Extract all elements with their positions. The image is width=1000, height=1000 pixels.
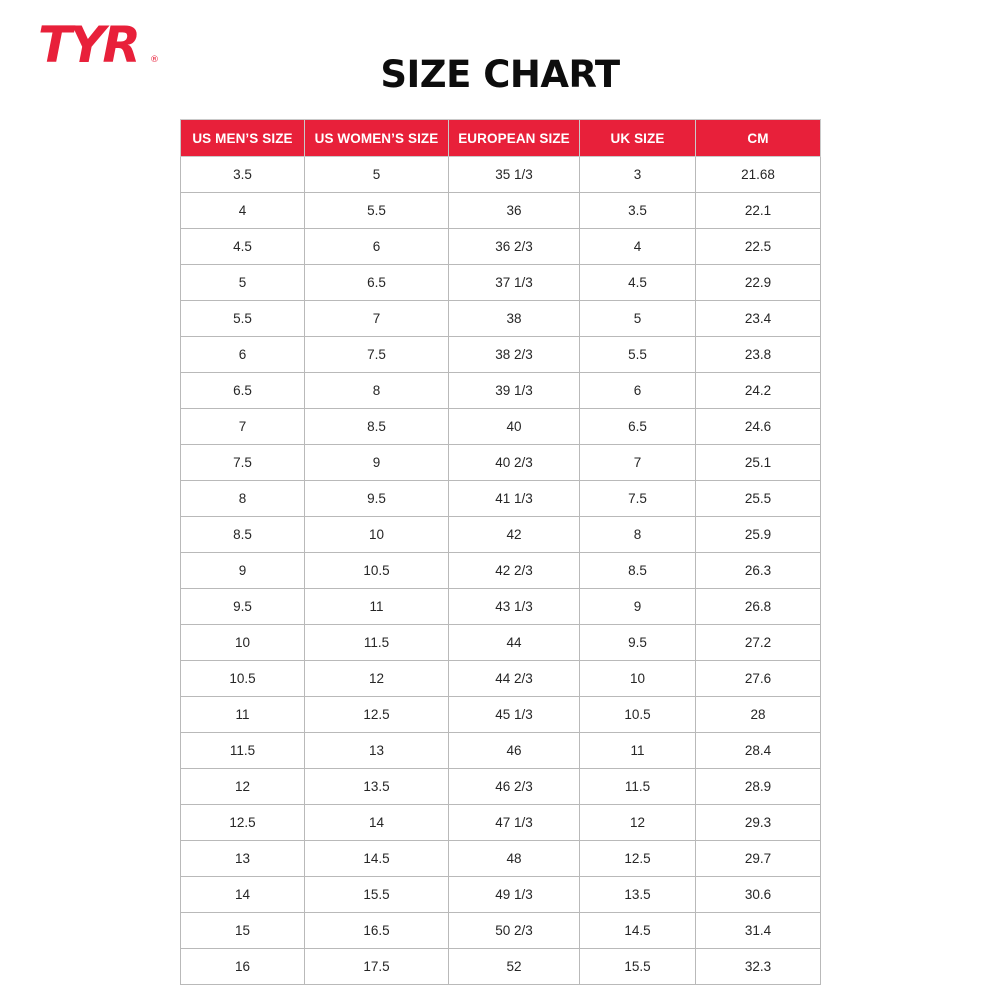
- european-size-cell: 46: [449, 733, 580, 769]
- uk-size-cell: 8: [580, 517, 696, 553]
- table-row: [181, 445, 821, 481]
- tyr-logo-text: TYR: [38, 16, 138, 68]
- us-mens-size-cell: 10: [181, 625, 305, 661]
- us-mens-size-cell: 3.5: [181, 157, 305, 193]
- uk-size-cell: 3: [580, 157, 696, 193]
- cm-cell: 29.3: [696, 805, 821, 841]
- us-womens-size-cell: 13.5: [305, 769, 449, 805]
- uk-size-cell: 4: [580, 229, 696, 265]
- uk-size-cell: 11: [580, 733, 696, 769]
- size-chart-table: [180, 119, 821, 985]
- european-size-cell: 36 2/3: [449, 229, 580, 265]
- us-mens-size-cell: 4.5: [181, 229, 305, 265]
- uk-size-cell: 12: [580, 805, 696, 841]
- us-mens-size-cell: 8.5: [181, 517, 305, 553]
- european-size-cell: 48: [449, 841, 580, 877]
- uk-size-header: UK SIZE: [580, 120, 696, 157]
- cm-cell: 28.4: [696, 733, 821, 769]
- european-size-cell: 47 1/3: [449, 805, 580, 841]
- european-size-cell: 45 1/3: [449, 697, 580, 733]
- us-womens-size-cell: 11: [305, 589, 449, 625]
- cm-cell: 25.9: [696, 517, 821, 553]
- cm-cell: 24.2: [696, 373, 821, 409]
- uk-size-cell: 6: [580, 373, 696, 409]
- european-size-cell: 44 2/3: [449, 661, 580, 697]
- uk-size-cell: 14.5: [580, 913, 696, 949]
- table-row: [181, 373, 821, 409]
- table-row: [181, 589, 821, 625]
- european-size-cell: 36: [449, 193, 580, 229]
- uk-size-cell: 9: [580, 589, 696, 625]
- us-mens-size-cell: 15: [181, 913, 305, 949]
- cm-cell: 23.8: [696, 337, 821, 373]
- us-mens-size-cell: 6: [181, 337, 305, 373]
- uk-size-cell: 10: [580, 661, 696, 697]
- european-size-header: EUROPEAN SIZE: [449, 120, 580, 157]
- us-mens-size-cell: 11.5: [181, 733, 305, 769]
- us-womens-size-cell: 7: [305, 301, 449, 337]
- uk-size-cell: 6.5: [580, 409, 696, 445]
- table-row: [181, 481, 821, 517]
- us-womens-size-cell: 16.5: [305, 913, 449, 949]
- cm-cell: 28.9: [696, 769, 821, 805]
- uk-size-cell: 13.5: [580, 877, 696, 913]
- cm-cell: 26.3: [696, 553, 821, 589]
- cm-cell: 22.9: [696, 265, 821, 301]
- us-womens-size-cell: 14.5: [305, 841, 449, 877]
- us-mens-size-cell: 5: [181, 265, 305, 301]
- us-mens-size-cell: 13: [181, 841, 305, 877]
- table-row: [181, 625, 821, 661]
- us-mens-size-cell: 9.5: [181, 589, 305, 625]
- uk-size-cell: 11.5: [580, 769, 696, 805]
- us-mens-size-cell: 14: [181, 877, 305, 913]
- us-mens-size-cell: 12: [181, 769, 305, 805]
- us-mens-size-cell: 12.5: [181, 805, 305, 841]
- us-mens-size-cell: 7: [181, 409, 305, 445]
- us-womens-size-cell: 6: [305, 229, 449, 265]
- us-womens-size-cell: 10.5: [305, 553, 449, 589]
- cm-cell: 27.6: [696, 661, 821, 697]
- cm-cell: 22.1: [696, 193, 821, 229]
- us-womens-size-cell: 13: [305, 733, 449, 769]
- cm-cell: 30.6: [696, 877, 821, 913]
- cm-cell: 21.68: [696, 157, 821, 193]
- european-size-cell: 41 1/3: [449, 481, 580, 517]
- european-size-cell: 40 2/3: [449, 445, 580, 481]
- european-size-cell: 42 2/3: [449, 553, 580, 589]
- uk-size-cell: 10.5: [580, 697, 696, 733]
- page-title: SIZE CHART: [380, 53, 620, 96]
- table-row: [181, 697, 821, 733]
- cm-cell: 23.4: [696, 301, 821, 337]
- us-womens-size-cell: 6.5: [305, 265, 449, 301]
- table-header-row: [181, 120, 821, 157]
- table-row: [181, 337, 821, 373]
- table-row: [181, 553, 821, 589]
- uk-size-cell: 12.5: [580, 841, 696, 877]
- us-womens-size-cell: 9: [305, 445, 449, 481]
- us-mens-size-cell: 5.5: [181, 301, 305, 337]
- european-size-cell: 39 1/3: [449, 373, 580, 409]
- european-size-cell: 38 2/3: [449, 337, 580, 373]
- table-row: [181, 733, 821, 769]
- us-womens-size-cell: 15.5: [305, 877, 449, 913]
- european-size-cell: 50 2/3: [449, 913, 580, 949]
- registered-mark: ®: [150, 55, 159, 65]
- european-size-cell: 42: [449, 517, 580, 553]
- cm-cell: 25.1: [696, 445, 821, 481]
- table-body: [181, 157, 821, 985]
- us-womens-size-cell: 11.5: [305, 625, 449, 661]
- cm-cell: 31.4: [696, 913, 821, 949]
- us-mens-size-cell: 9: [181, 553, 305, 589]
- us-mens-size-cell: 16: [181, 949, 305, 985]
- table-row: [181, 769, 821, 805]
- european-size-cell: 44: [449, 625, 580, 661]
- us-womens-size-cell: 9.5: [305, 481, 449, 517]
- table-row: [181, 229, 821, 265]
- cm-cell: 24.6: [696, 409, 821, 445]
- cm-cell: 32.3: [696, 949, 821, 985]
- uk-size-cell: 7: [580, 445, 696, 481]
- us-womens-size-cell: 8: [305, 373, 449, 409]
- table-row: [181, 949, 821, 985]
- us-womens-size-cell: 10: [305, 517, 449, 553]
- us-mens-size-cell: 11: [181, 697, 305, 733]
- table-row: [181, 517, 821, 553]
- uk-size-cell: 15.5: [580, 949, 696, 985]
- us-womens-size-header: US WOMEN’S SIZE: [305, 120, 449, 157]
- table-row: [181, 877, 821, 913]
- cm-cell: 29.7: [696, 841, 821, 877]
- us-womens-size-cell: 17.5: [305, 949, 449, 985]
- european-size-cell: 35 1/3: [449, 157, 580, 193]
- table-row: [181, 265, 821, 301]
- european-size-cell: 43 1/3: [449, 589, 580, 625]
- us-mens-size-cell: 8: [181, 481, 305, 517]
- european-size-cell: 38: [449, 301, 580, 337]
- table-row: [181, 193, 821, 229]
- uk-size-cell: 3.5: [580, 193, 696, 229]
- us-womens-size-cell: 5: [305, 157, 449, 193]
- cm-cell: 22.5: [696, 229, 821, 265]
- table-row: [181, 409, 821, 445]
- us-womens-size-cell: 8.5: [305, 409, 449, 445]
- european-size-cell: 46 2/3: [449, 769, 580, 805]
- cm-cell: 25.5: [696, 481, 821, 517]
- us-womens-size-cell: 14: [305, 805, 449, 841]
- european-size-cell: 52: [449, 949, 580, 985]
- us-womens-size-cell: 7.5: [305, 337, 449, 373]
- european-size-cell: 37 1/3: [449, 265, 580, 301]
- us-womens-size-cell: 12.5: [305, 697, 449, 733]
- uk-size-cell: 8.5: [580, 553, 696, 589]
- uk-size-cell: 9.5: [580, 625, 696, 661]
- us-mens-size-cell: 6.5: [181, 373, 305, 409]
- uk-size-cell: 7.5: [580, 481, 696, 517]
- table-row: [181, 301, 821, 337]
- table-row: [181, 661, 821, 697]
- table-row: [181, 841, 821, 877]
- uk-size-cell: 5: [580, 301, 696, 337]
- table-row: [181, 805, 821, 841]
- european-size-cell: 49 1/3: [449, 877, 580, 913]
- cm-cell: 27.2: [696, 625, 821, 661]
- uk-size-cell: 4.5: [580, 265, 696, 301]
- european-size-cell: 40: [449, 409, 580, 445]
- us-womens-size-cell: 12: [305, 661, 449, 697]
- uk-size-cell: 5.5: [580, 337, 696, 373]
- us-mens-size-header: US MEN’S SIZE: [181, 120, 305, 157]
- table-row: [181, 157, 821, 193]
- us-mens-size-cell: 7.5: [181, 445, 305, 481]
- table-row: [181, 913, 821, 949]
- us-mens-size-cell: 10.5: [181, 661, 305, 697]
- cm-cell: 28: [696, 697, 821, 733]
- cm-cell: 26.8: [696, 589, 821, 625]
- cm-header: CM: [696, 120, 821, 157]
- us-womens-size-cell: 5.5: [305, 193, 449, 229]
- us-mens-size-cell: 4: [181, 193, 305, 229]
